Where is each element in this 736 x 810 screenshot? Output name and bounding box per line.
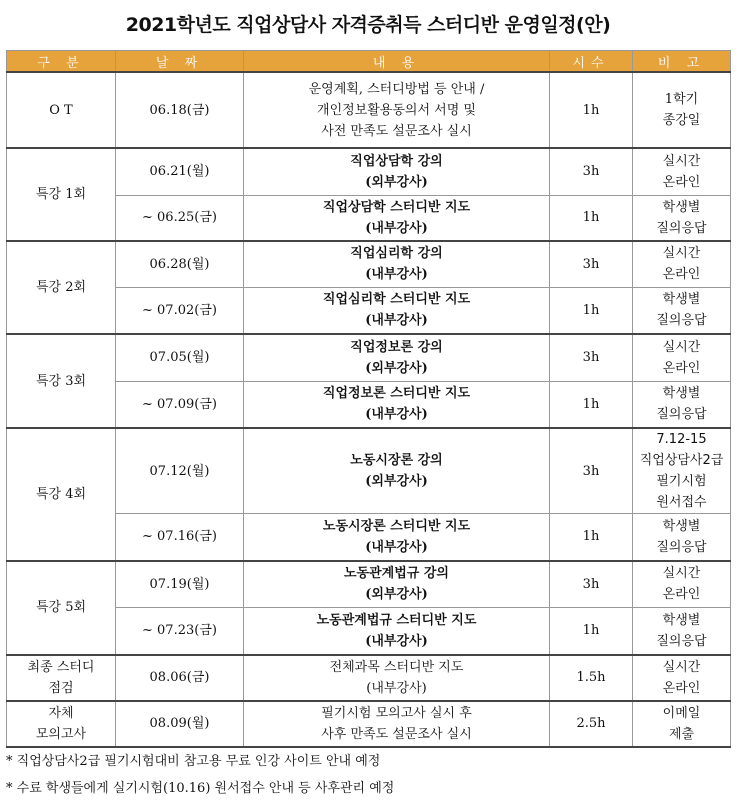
group-cell: [7, 655, 116, 701]
date-cell: 06.18(금): [116, 72, 244, 148]
table-row: [7, 514, 731, 561]
content-cell: [244, 381, 550, 428]
note-line: 온라인: [662, 174, 701, 190]
content-line: 전체과목 스터디반 지도: [329, 659, 464, 675]
group-cell: O T: [7, 72, 116, 148]
content-line: 직업상담학 스터디반 지도: [322, 199, 471, 215]
note-cell: [633, 72, 731, 148]
note-line: 종강일: [662, 113, 701, 128]
date-cell: ~ 07.23(금): [116, 608, 244, 655]
note-line: 질의응답: [656, 539, 707, 555]
note-cell: [633, 514, 731, 561]
table-row: [7, 148, 731, 195]
note-line: 실시간: [662, 153, 701, 169]
header-date: 날 짜: [116, 51, 244, 73]
date-cell: 08.09(월): [116, 701, 244, 747]
content-line: 직업정보론 강의: [350, 339, 443, 355]
footnote: * 직업상담사2급 필기시험대비 참고용 무료 인강 사이트 안내 예정: [6, 754, 381, 769]
content-cell: [244, 561, 550, 608]
content-cell: [244, 334, 550, 381]
note-cell: [633, 701, 731, 747]
hours-cell: 3h: [550, 334, 633, 381]
group-cell: 특강 3회: [7, 334, 116, 428]
content-line: (내부강사): [365, 313, 428, 329]
note-line: 학생별: [662, 292, 701, 308]
content-cell: [244, 72, 550, 148]
table-row: [7, 655, 731, 701]
note-line: 실시간: [662, 339, 701, 355]
note-line: 필기시험: [656, 474, 707, 489]
table-row: [7, 381, 731, 428]
content-line: 노동시장론 스터디반 지도: [322, 518, 471, 534]
hours-cell: 3h: [550, 148, 633, 195]
note-line: 학생별: [662, 518, 701, 534]
content-line: (외부강사): [365, 474, 428, 489]
group-cell: 특강 1회: [7, 148, 116, 241]
hours-cell: 1.5h: [550, 655, 633, 701]
content-line: (외부강사): [365, 587, 428, 603]
hours-cell: 3h: [550, 561, 633, 608]
content-line: 직업심리학 강의: [350, 246, 443, 262]
header-note: 비 고: [633, 51, 731, 73]
hours-cell: 1h: [550, 287, 633, 334]
note-cell: [633, 381, 731, 428]
hours-cell: 1h: [550, 381, 633, 428]
content-line: 필기시험 모의고사 실시 후: [321, 705, 472, 721]
table-row: [7, 241, 731, 287]
group-cell: [7, 701, 116, 747]
content-line: 직업상담학 강의: [350, 153, 443, 169]
table-row: [7, 334, 731, 381]
date-cell: ~ 06.25(금): [116, 195, 244, 241]
note-line: 질의응답: [656, 313, 707, 329]
note-cell: [633, 608, 731, 655]
content-line: (내부강사): [365, 633, 428, 649]
note-line: 온라인: [662, 680, 701, 696]
content-line: (외부강사): [365, 360, 428, 376]
table-row: [7, 287, 731, 334]
footnote: * 수료 학생들에게 실기시험(10.16) 원서접수 안내 등 사후관리 예정: [6, 781, 395, 796]
group-line: 점검: [48, 680, 74, 696]
content-line: 직업심리학 스터디반 지도: [322, 292, 471, 308]
group-cell: 특강 5회: [7, 561, 116, 655]
note-line: 온라인: [662, 360, 701, 376]
content-line: (내부강사): [365, 539, 428, 555]
hours-cell: 1h: [550, 195, 633, 241]
note-line: 온라인: [662, 267, 701, 283]
date-cell: 06.21(월): [116, 148, 244, 195]
note-line: 온라인: [662, 587, 701, 603]
content-cell: [244, 655, 550, 701]
group-line: 최종 스터디: [27, 659, 95, 675]
note-cell: [633, 655, 731, 701]
content-line: 개인정보활용동의서 서명 및: [317, 102, 476, 118]
content-line: 운영계획, 스터디방법 등 안내 /: [308, 81, 485, 97]
content-line: 노동관계법규 강의: [344, 566, 449, 582]
note-line: 원서접수: [656, 495, 707, 510]
header-hours: 시수: [550, 51, 633, 73]
content-line: 노동관계법규 스터디반 지도: [316, 612, 477, 628]
note-line: 이메일: [662, 705, 701, 721]
note-cell: [633, 195, 731, 241]
content-line: (내부강사): [365, 267, 428, 283]
content-line: 직업정보론 스터디반 지도: [322, 386, 471, 402]
group-cell: 특강 4회: [7, 428, 116, 561]
content-cell: [244, 608, 550, 655]
hours-cell: 3h: [550, 428, 633, 514]
hours-cell: 3h: [550, 241, 633, 287]
content-cell: [244, 195, 550, 241]
content-line: (내부강사): [365, 220, 428, 236]
header-content: 내 용: [244, 51, 550, 73]
table-header-row: [7, 51, 731, 73]
date-cell: 06.28(월): [116, 241, 244, 287]
date-cell: ~ 07.09(금): [116, 381, 244, 428]
note-line: 학생별: [662, 386, 701, 402]
content-cell: [244, 428, 550, 514]
note-cell: [633, 148, 731, 195]
note-cell: [633, 241, 731, 287]
note-cell: [633, 561, 731, 608]
hours-cell: 1h: [550, 72, 633, 148]
note-cell: [633, 287, 731, 334]
date-cell: 08.06(금): [116, 655, 244, 701]
table-row: [7, 608, 731, 655]
date-cell: 07.05(월): [116, 334, 244, 381]
note-line: 실시간: [662, 566, 701, 582]
content-cell: [244, 148, 550, 195]
date-cell: ~ 07.02(금): [116, 287, 244, 334]
group-line: 자체: [48, 705, 74, 721]
note-line: 학생별: [662, 199, 701, 215]
header-category: 구 분: [7, 51, 116, 73]
note-line: 실시간: [662, 659, 701, 675]
table-row: [7, 561, 731, 608]
note-cell: [633, 334, 731, 381]
group-line: 모의고사: [35, 726, 87, 742]
table-row: [7, 72, 731, 148]
note-line: 직업상담사2급: [639, 453, 724, 468]
note-line: 학생별: [662, 612, 701, 628]
content-line: (내부강사): [366, 680, 427, 696]
schedule-table: [6, 50, 731, 748]
table-row: [7, 701, 731, 747]
note-line: 실시간: [662, 246, 701, 262]
content-cell: [244, 514, 550, 561]
content-cell: [244, 287, 550, 334]
content-cell: [244, 241, 550, 287]
hours-cell: 1h: [550, 514, 633, 561]
table-row: [7, 195, 731, 241]
group-cell: 특강 2회: [7, 241, 116, 334]
content-cell: [244, 701, 550, 747]
note-line: 1학기: [664, 92, 699, 107]
page-title: 2021학년도 직업상담사 자격증취득 스터디반 운영일정(안): [125, 14, 611, 36]
note-line: 7.12-15: [656, 432, 707, 447]
note-line: 질의응답: [656, 220, 707, 236]
hours-cell: 2.5h: [550, 701, 633, 747]
date-cell: 07.12(월): [116, 428, 244, 514]
table-row: [7, 428, 731, 514]
date-cell: 07.19(월): [116, 561, 244, 608]
content-line: 사전 만족도 설문조사 실시: [321, 123, 472, 139]
date-cell: ~ 07.16(금): [116, 514, 244, 561]
note-line: 제출: [668, 726, 695, 742]
content-line: 사후 만족도 설문조사 실시: [321, 726, 472, 742]
content-line: (내부강사): [365, 407, 428, 423]
hours-cell: 1h: [550, 608, 633, 655]
note-line: 질의응답: [656, 633, 707, 649]
note-line: 질의응답: [656, 407, 707, 423]
note-cell: [633, 428, 731, 514]
content-line: (외부강사): [365, 174, 428, 190]
content-line: 노동시장론 강의: [350, 453, 443, 468]
